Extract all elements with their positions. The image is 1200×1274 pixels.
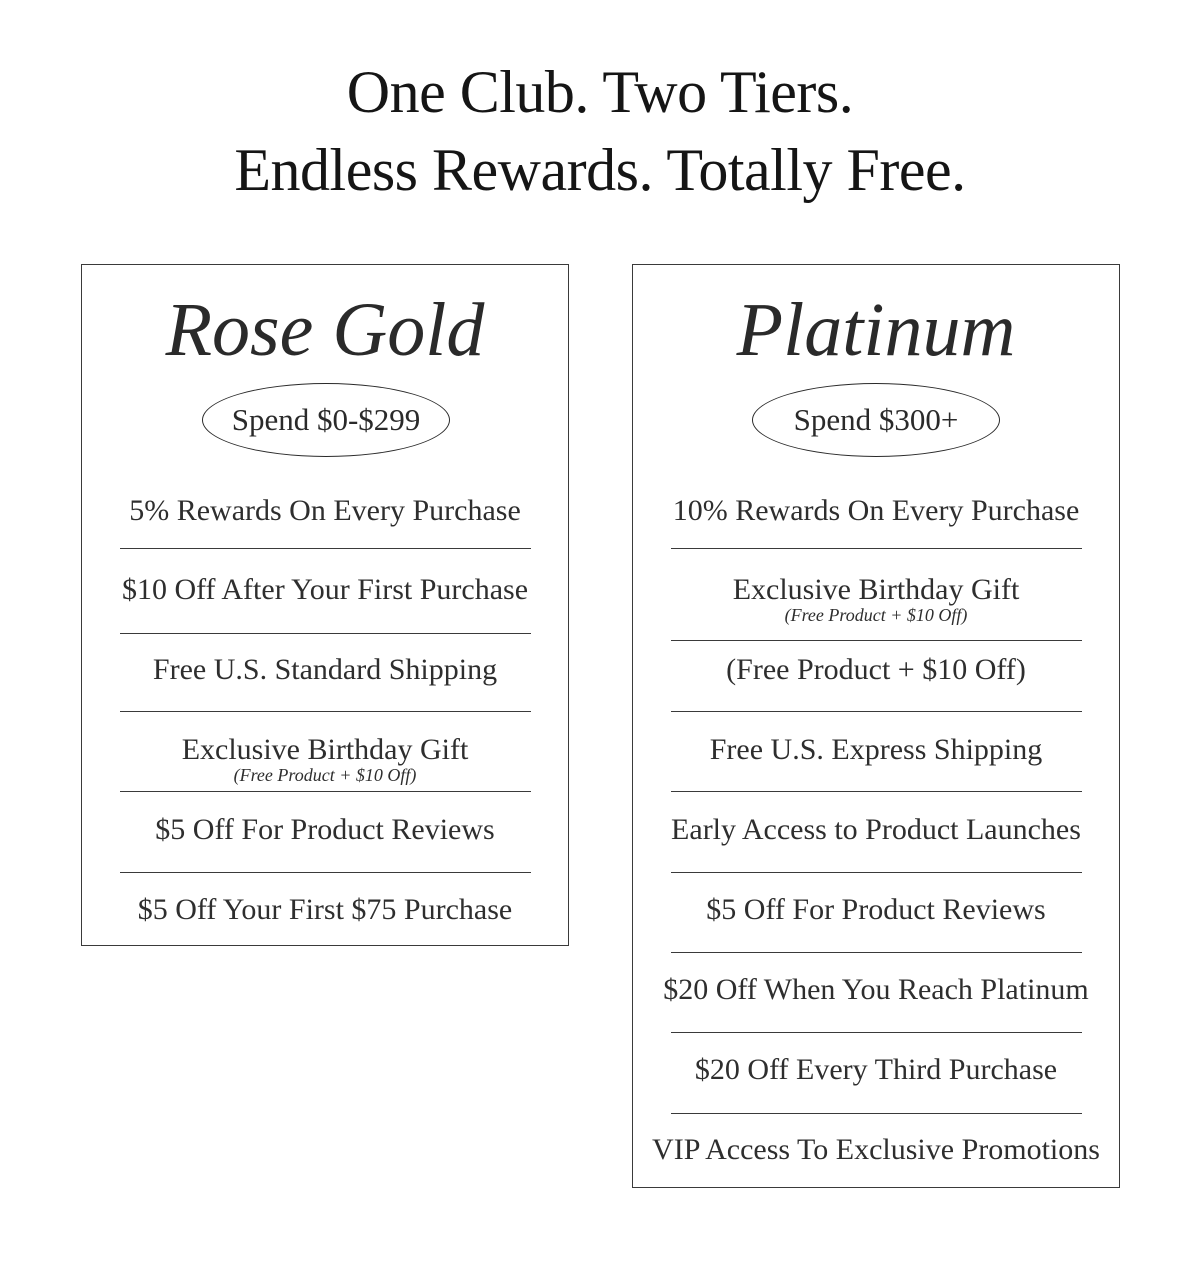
perk-item: Free U.S. Standard Shipping xyxy=(152,653,498,686)
divider xyxy=(120,872,531,873)
divider xyxy=(120,711,531,712)
divider xyxy=(671,1032,1082,1033)
perk-item: Early Access to Product Launches xyxy=(671,813,1081,846)
perk-item: $20 Off Every Third Purchase xyxy=(694,1053,1058,1086)
perk-label: Exclusive Birthday Gift xyxy=(732,573,1020,606)
perk-item: $5 Off Your First $75 Purchase xyxy=(137,893,513,926)
perk-item: Free U.S. Express Shipping xyxy=(709,733,1043,766)
tier-card-platinum xyxy=(632,264,1120,1188)
divider xyxy=(120,633,531,634)
divider xyxy=(671,640,1082,641)
divider xyxy=(671,952,1082,953)
perk-item: $5 Off For Product Reviews xyxy=(155,813,495,846)
perk-item-birthday xyxy=(633,575,1119,624)
perk-item-birthday xyxy=(82,735,568,784)
divider xyxy=(120,548,531,549)
perk-item: $10 Off After Your First Purchase xyxy=(121,573,529,606)
spend-range-badge: Spend $300+ xyxy=(752,383,1000,457)
perk-item: (Free Product + $10 Off) xyxy=(726,653,1026,686)
tier-card-rose-gold xyxy=(81,264,569,946)
divider xyxy=(671,791,1082,792)
divider xyxy=(671,711,1082,712)
perk-label: Exclusive Birthday Gift xyxy=(181,733,469,766)
tier-name: Rose Gold xyxy=(165,288,485,372)
perk-sublabel: (Free Product + $10 Off) xyxy=(233,765,417,785)
headline-line-1: One Club. Two Tiers. xyxy=(346,59,854,125)
divider xyxy=(120,791,531,792)
spend-range-badge: Spend $0-$299 xyxy=(202,383,450,457)
perk-item: 5% Rewards On Every Purchase xyxy=(129,494,521,527)
perk-sublabel: (Free Product + $10 Off) xyxy=(784,605,968,625)
perk-item: 10% Rewards On Every Purchase xyxy=(672,494,1080,527)
tier-name: Platinum xyxy=(736,288,1016,372)
perk-item: $5 Off For Product Reviews xyxy=(706,893,1046,926)
headline-line-2: Endless Rewards. Totally Free. xyxy=(234,137,966,203)
perk-item: VIP Access To Exclusive Promotions xyxy=(652,1133,1100,1166)
divider xyxy=(671,872,1082,873)
perk-item: $20 Off When You Reach Platinum xyxy=(663,973,1089,1006)
divider xyxy=(671,548,1082,549)
divider xyxy=(671,1113,1082,1114)
